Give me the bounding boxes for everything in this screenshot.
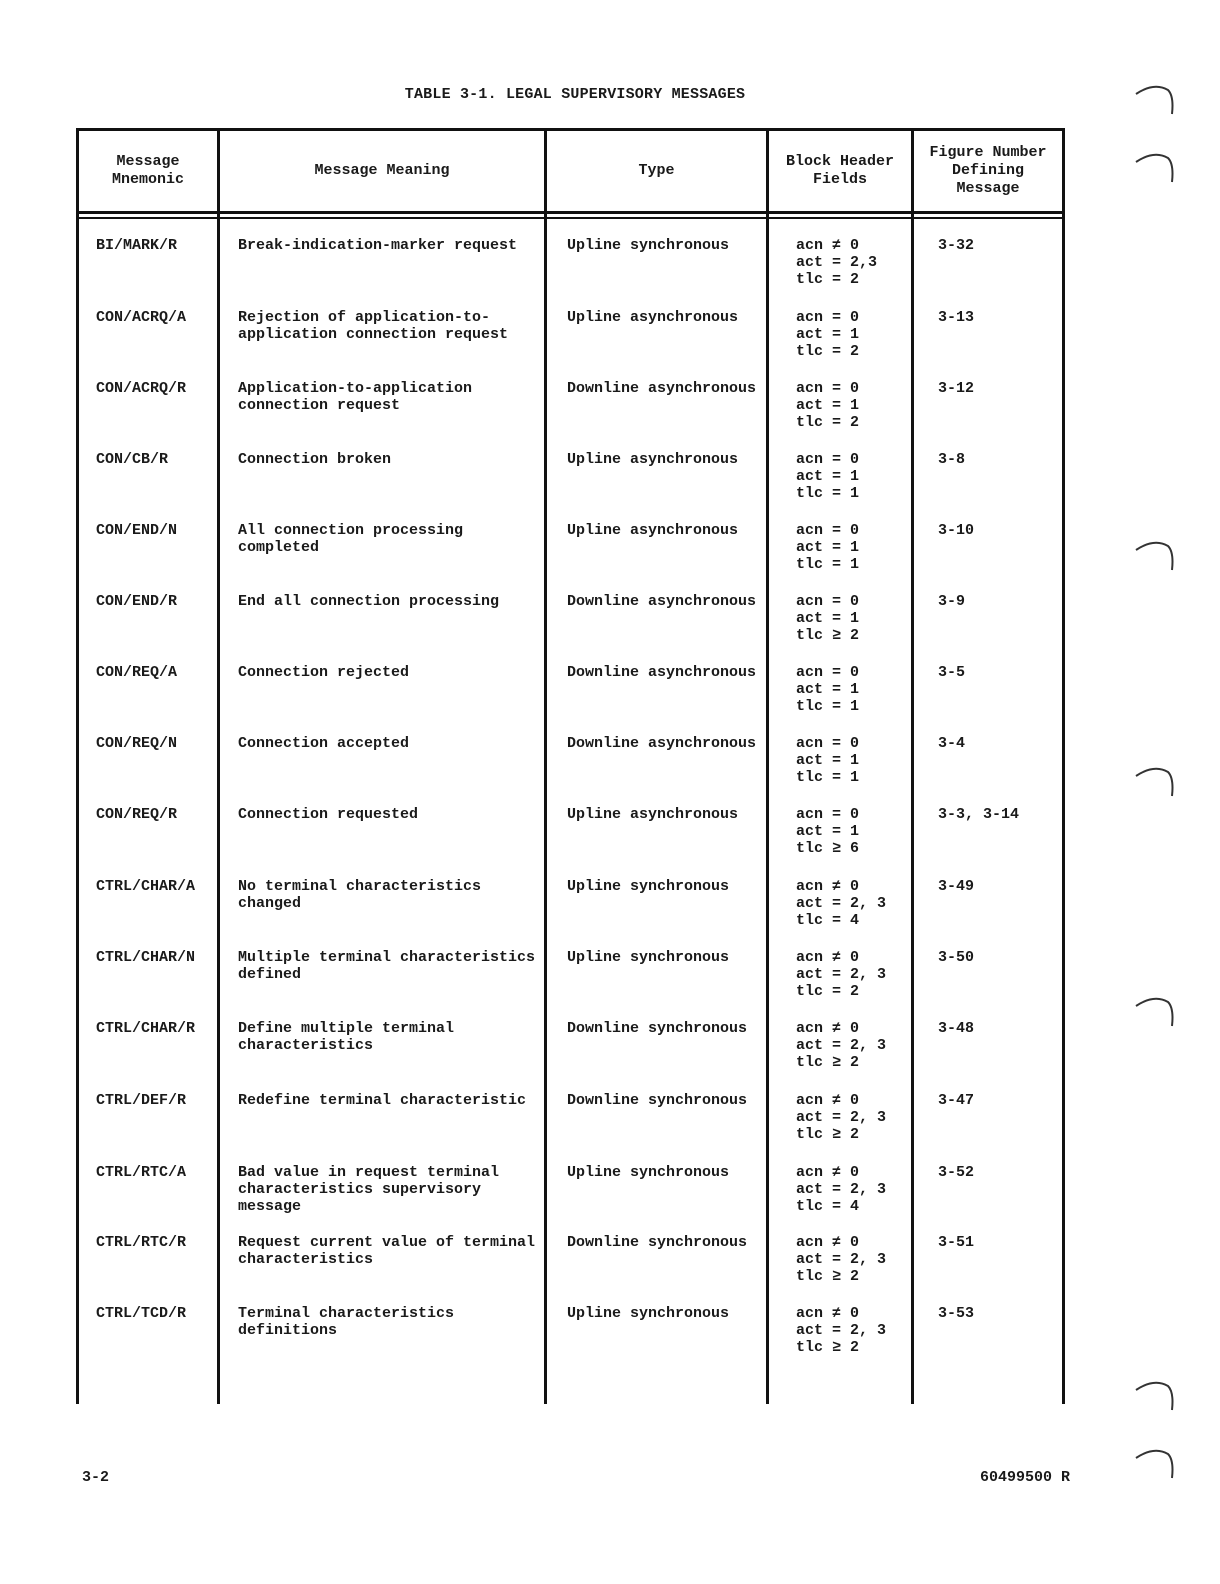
block-header-field: act = 1 [796, 468, 860, 485]
figure-number: 3-9 [938, 593, 966, 610]
block-header-field: acn = 0 [796, 593, 860, 610]
figure-number: 3-4 [938, 735, 966, 752]
block-header-field: tlc ≥ 2 [796, 1126, 860, 1143]
message-meaning: Connection broken [238, 451, 392, 468]
block-header-field: tlc = 1 [796, 556, 860, 573]
figure-number: 3-3, 3-14 [938, 806, 1020, 823]
block-header-field: act = 2, 3 [796, 1322, 887, 1339]
header-rule [76, 211, 1065, 214]
message-mnemonic: CON/END/N [96, 522, 178, 539]
table-row [0, 451, 1220, 521]
message-type: Upline synchronous [567, 878, 730, 895]
block-header-field: acn = 0 [796, 806, 860, 823]
message-meaning: Connection requested [238, 806, 419, 823]
table-row [0, 593, 1220, 663]
block-header-fields [796, 593, 906, 644]
header-rule [76, 217, 1065, 219]
message-mnemonic: CON/END/R [96, 593, 178, 610]
message-type: Downline synchronous [567, 1234, 748, 1251]
figure-number: 3-10 [938, 522, 975, 539]
message-meaning: Request current value of terminal characteristics [238, 1234, 536, 1268]
binder-hole-icon [1134, 1444, 1178, 1484]
table-row [0, 522, 1220, 592]
block-header-field: acn = 0 [796, 522, 860, 539]
block-header-field: acn ≠ 0 [796, 1020, 860, 1037]
block-header-field: act = 2, 3 [796, 895, 887, 912]
block-header-field: tlc ≥ 2 [796, 1054, 860, 1071]
message-type: Upline synchronous [567, 1305, 730, 1322]
message-mnemonic: CTRL/TCD/R [96, 1305, 187, 1322]
block-header-field: tlc ≥ 6 [796, 840, 860, 857]
message-type: Upline asynchronous [567, 522, 739, 539]
message-mnemonic: CTRL/CHAR/R [96, 1020, 196, 1037]
message-meaning: Bad value in request terminal characteristics supervisory message [238, 1164, 500, 1215]
binder-hole-icon [1134, 536, 1178, 576]
message-mnemonic: CTRL/RTC/R [96, 1234, 187, 1251]
block-header-field: acn ≠ 0 [796, 878, 860, 895]
block-header-field: acn ≠ 0 [796, 237, 860, 254]
message-meaning: Terminal characteristics definitions [238, 1305, 455, 1339]
block-header-field: tlc = 1 [796, 485, 860, 502]
figure-number: 3-48 [938, 1020, 975, 1037]
block-header-fields [796, 1020, 906, 1071]
block-header-field: tlc = 4 [796, 912, 860, 929]
table-row [0, 380, 1220, 450]
header-type: Type [638, 162, 675, 179]
block-header-fields [796, 1164, 906, 1215]
block-header-field: tlc = 1 [796, 698, 860, 715]
message-mnemonic: CTRL/CHAR/N [96, 949, 196, 966]
block-header-fields [796, 380, 906, 431]
message-meaning: Connection rejected [238, 664, 410, 681]
binder-hole-icon [1134, 80, 1178, 120]
binder-hole-icon [1134, 1376, 1178, 1416]
block-header-field: acn ≠ 0 [796, 1092, 860, 1109]
block-header-field: acn = 0 [796, 664, 860, 681]
block-header-field: act = 2, 3 [796, 1109, 887, 1126]
message-meaning: Break-indication-marker request [238, 237, 518, 254]
message-type: Upline asynchronous [567, 806, 739, 823]
message-type: Downline asynchronous [567, 735, 757, 752]
block-header-field: acn = 0 [796, 735, 860, 752]
block-header-field: acn = 0 [796, 451, 860, 468]
block-header-field: act = 1 [796, 610, 860, 627]
block-header-fields [796, 735, 906, 786]
binder-hole-icon [1134, 148, 1178, 188]
block-header-field: tlc = 2 [796, 414, 860, 431]
figure-number: 3-47 [938, 1092, 975, 1109]
message-mnemonic: CON/REQ/N [96, 735, 178, 752]
block-header-fields [796, 451, 906, 502]
message-meaning: Application-to-application connection request [238, 380, 473, 414]
block-header-field: acn ≠ 0 [796, 1305, 860, 1322]
message-mnemonic: CON/ACRQ/R [96, 380, 187, 397]
message-meaning: No terminal characteristics changed [238, 878, 482, 912]
message-type: Downline asynchronous [567, 380, 757, 397]
message-type: Downline asynchronous [567, 664, 757, 681]
message-meaning: Define multiple terminal characteristics [238, 1020, 455, 1054]
message-meaning: Rejection of application-to- application connection request [238, 309, 509, 343]
figure-number: 3-53 [938, 1305, 975, 1322]
block-header-field: acn = 0 [796, 380, 860, 397]
message-mnemonic: CTRL/CHAR/A [96, 878, 196, 895]
message-type: Downline synchronous [567, 1020, 748, 1037]
table-title: TABLE 3-1. LEGAL SUPERVISORY MESSAGES [404, 86, 746, 103]
block-header-field: tlc = 1 [796, 769, 860, 786]
binder-hole-icon [1134, 992, 1178, 1032]
header-block-fields: Block Header Fields [785, 153, 895, 188]
message-mnemonic: CTRL/RTC/A [96, 1164, 187, 1181]
figure-number: 3-12 [938, 380, 975, 397]
block-header-field: acn ≠ 0 [796, 949, 860, 966]
block-header-field: acn ≠ 0 [796, 1234, 860, 1251]
figure-number: 3-49 [938, 878, 975, 895]
message-meaning: End all connection processing [238, 593, 500, 610]
header-meaning: Message Meaning [314, 162, 450, 179]
binder-hole-icon [1134, 762, 1178, 802]
table-row [0, 237, 1220, 307]
table-row [0, 1020, 1220, 1090]
block-header-fields [796, 1305, 906, 1356]
message-mnemonic: CON/REQ/R [96, 806, 178, 823]
figure-number: 3-5 [938, 664, 966, 681]
table-row [0, 949, 1220, 1019]
figure-number: 3-50 [938, 949, 975, 966]
block-header-field: tlc = 4 [796, 1198, 860, 1215]
block-header-fields [796, 1092, 906, 1143]
block-header-field: tlc ≥ 2 [796, 627, 860, 644]
table-row [0, 735, 1220, 805]
table-row [0, 309, 1220, 379]
block-header-field: act = 1 [796, 326, 860, 343]
block-header-field: act = 1 [796, 752, 860, 769]
message-mnemonic: CON/CB/R [96, 451, 169, 468]
block-header-field: acn = 0 [796, 309, 860, 326]
figure-number: 3-8 [938, 451, 966, 468]
header-mnemonic: Message Mnemonic [111, 153, 184, 188]
table-row [0, 806, 1220, 876]
block-header-fields [796, 309, 906, 360]
block-header-field: act = 2,3 [796, 254, 878, 271]
block-header-field: act = 2, 3 [796, 1037, 887, 1054]
message-type: Downline synchronous [567, 1092, 748, 1109]
message-type: Upline synchronous [567, 1164, 730, 1181]
page-number: 3-2 [82, 1469, 110, 1486]
block-header-fields [796, 949, 906, 1000]
block-header-field: act = 2, 3 [796, 1181, 887, 1198]
table-row [0, 1234, 1220, 1304]
block-header-fields [796, 522, 906, 573]
block-header-field: act = 1 [796, 823, 860, 840]
block-header-field: act = 2, 3 [796, 1251, 887, 1268]
message-type: Upline synchronous [567, 237, 730, 254]
block-header-fields [796, 1234, 906, 1285]
block-header-field: acn ≠ 0 [796, 1164, 860, 1181]
block-header-fields [796, 806, 906, 857]
message-type: Upline asynchronous [567, 451, 739, 468]
message-type: Downline asynchronous [567, 593, 757, 610]
message-type: Upline synchronous [567, 949, 730, 966]
table-row [0, 878, 1220, 948]
message-mnemonic: BI/MARK/R [96, 237, 178, 254]
document-number: 60499500 R [980, 1469, 1071, 1486]
message-type: Upline asynchronous [567, 309, 739, 326]
block-header-field: act = 1 [796, 397, 860, 414]
block-header-field: tlc ≥ 2 [796, 1339, 860, 1356]
header-figure-number: Figure Number Defining Message [929, 144, 1047, 197]
block-header-fields [796, 878, 906, 929]
block-header-field: tlc = 2 [796, 343, 860, 360]
block-header-fields [796, 237, 906, 288]
message-meaning: Connection accepted [238, 735, 410, 752]
figure-number: 3-13 [938, 309, 975, 326]
block-header-field: act = 2, 3 [796, 966, 887, 983]
message-mnemonic: CON/REQ/A [96, 664, 178, 681]
block-header-field: tlc ≥ 2 [796, 1268, 860, 1285]
message-meaning: All connection processing completed [238, 522, 464, 556]
message-meaning: Redefine terminal characteristic [238, 1092, 527, 1109]
figure-number: 3-51 [938, 1234, 975, 1251]
block-header-field: act = 1 [796, 681, 860, 698]
message-mnemonic: CTRL/DEF/R [96, 1092, 187, 1109]
block-header-field: act = 1 [796, 539, 860, 556]
table-row [0, 664, 1220, 734]
block-header-field: tlc = 2 [796, 271, 860, 288]
table-row [0, 1164, 1220, 1234]
table-row [0, 1305, 1220, 1375]
block-header-field: tlc = 2 [796, 983, 860, 1000]
figure-number: 3-52 [938, 1164, 975, 1181]
table-row [0, 1092, 1220, 1162]
figure-number: 3-32 [938, 237, 975, 254]
block-header-fields [796, 664, 906, 715]
message-meaning: Multiple terminal characteristics defined [238, 949, 536, 983]
message-mnemonic: CON/ACRQ/A [96, 309, 187, 326]
